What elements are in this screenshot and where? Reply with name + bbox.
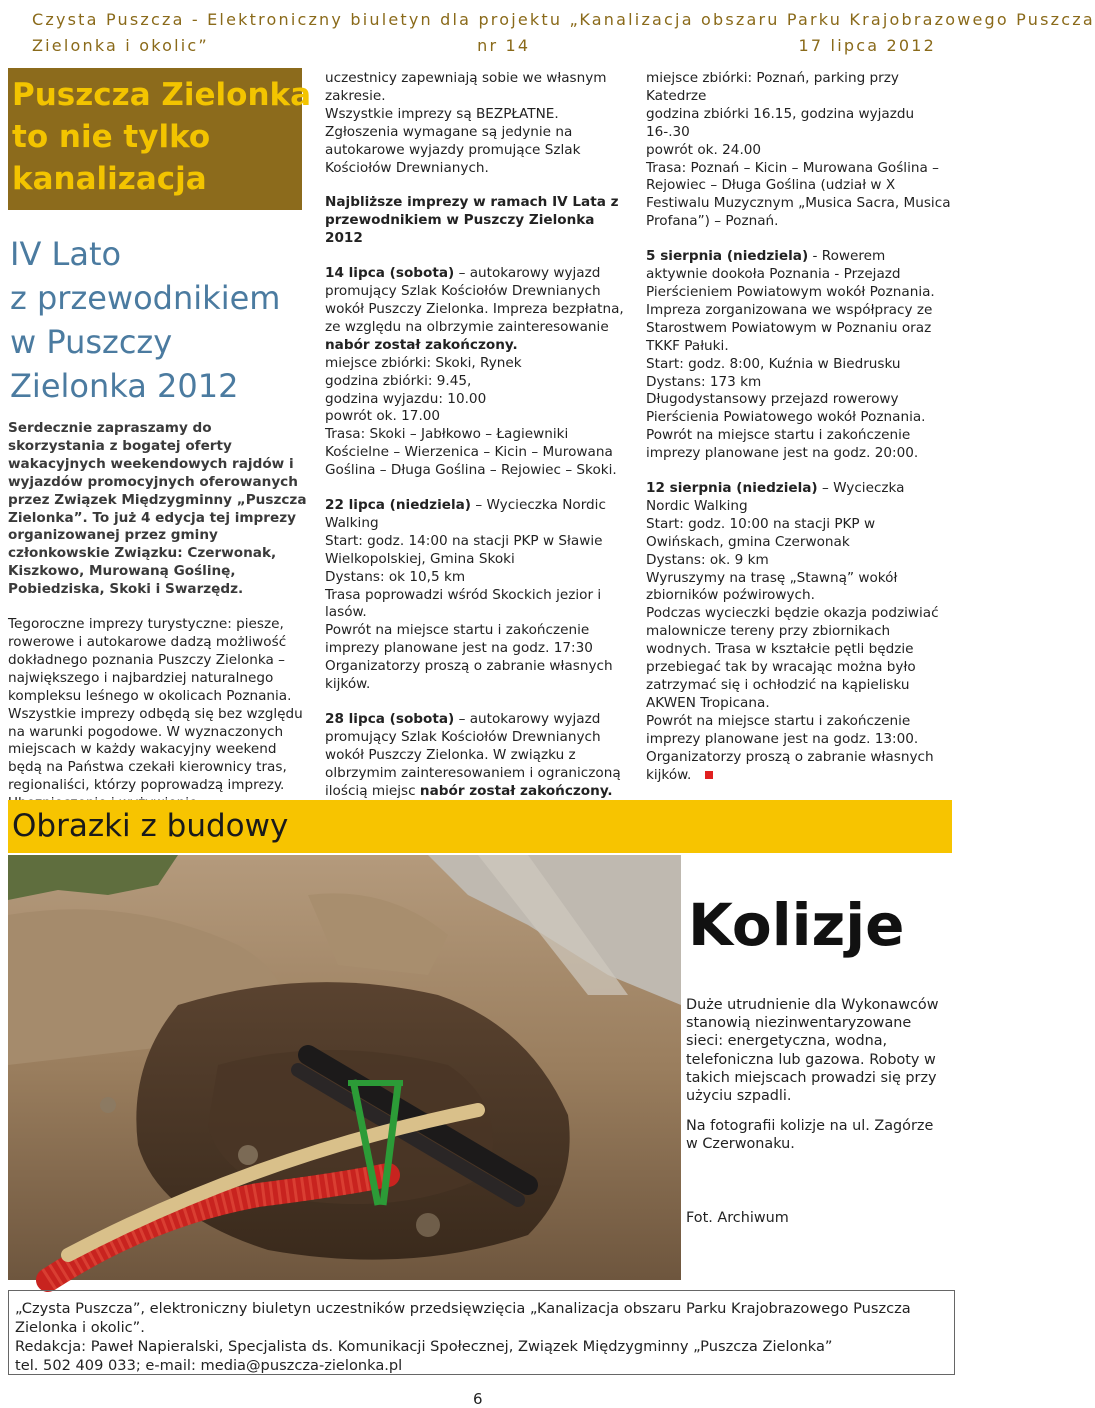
events-heading: Najbliższe imprezy w ramach IV Lata z przewodnikiem w Puszczy Zielonka 2012 — [325, 194, 619, 247]
event-text: – autokarowy wyjazd promujący Szlak Kościołów Drewnianych wokół Puszczy Zielonka. W związku z olbrzymim zainteresowaniem i ograniczoną ilością miejsc — [325, 711, 621, 799]
end-of-article-mark — [705, 771, 713, 779]
event-closed-note: nabór został zakończony. — [325, 336, 518, 353]
event-detail: Organizatorzy proszą o zabranie własnych kijków. — [325, 658, 613, 693]
event-date: 22 lipca (niedziela) — [325, 497, 472, 514]
body-paragraph: Wszystkie imprezy są BEZPŁATNE. Zgłoszenia wymagane są jedynie na autokarowe wyjazdy promujące Szlak Kościołów Drewnianych. — [325, 105, 581, 176]
event-detail: Trasa poprowadzi wśród Skockich jezior i lasów. — [325, 586, 602, 621]
event-detail: powrót ok. 17.00 — [325, 408, 441, 425]
header-project-tail: Zielonka i okolic” — [32, 36, 209, 55]
event-detail-text: Organizatorzy proszą o zabranie własnych kijków. — [646, 748, 934, 783]
headline-line: z przewodnikiem — [10, 279, 281, 317]
headline-line: w Puszczy — [10, 323, 173, 361]
event-date: 5 sierpnia (niedziela) — [646, 248, 809, 265]
body-paragraph: Tegoroczne imprezy turystyczne: piesze, rowerowe i autokarowe dadzą możliwość dokładnego poznania Puszczy Zielonka – największego i najbardziej naturalnego kompleksu leśnego w okolicach Poznania. Wszystkie imprezy odbędą się bez względu na warunki pogodowe. W wyznaczonych miejscach w każdy wakacyjny weekend będą na Państwa czekałi kierownicy tras, regionaliści, którzy poprowadzą imprezy. — [8, 616, 303, 794]
event-date: 14 lipca (sobota) — [325, 265, 455, 282]
event-text: – Wycieczka Nordic Walking — [325, 497, 606, 531]
event-date: 28 lipca (sobota) — [325, 711, 455, 727]
article-headline — [10, 232, 310, 408]
body-paragraph: uczestnicy zapewniają sobie we własnym zakresie. — [325, 70, 607, 104]
photo-credit: Fot. Archiwum — [686, 1210, 789, 1226]
event-12-august — [646, 480, 951, 516]
event-detail: godzina zbiórki 16.15, godzina wyjazdu 16-.30 — [646, 105, 915, 140]
event-22-july — [325, 497, 630, 533]
lead-line: Puszcza Zielonka — [12, 77, 312, 113]
photo-caption: Na fotografii kolizje na ul. Zagórze w Czerwonaku. — [686, 1118, 934, 1153]
intro-text: Serdecznie zapraszamy do skorzystania z bogatej oferty wakacyjnych weekendowych rajdów i wyjazdów promocyjnych oferowanych przez Związek Międzygminny „Puszcza Zielonka”. — [8, 420, 307, 526]
intro-bold-text: To już 4 edycja tej imprezy organizowanej przez gminy członkowskie Związku: Czerwonak, Kiszkowo, Murowaną Goślinę, Pobiedziska, Skoki i Swarzędz. — [8, 509, 296, 598]
event-date: 12 sierpnia (niedziela) — [646, 480, 818, 497]
issue-number: nr 14 — [477, 36, 531, 55]
lead-headline-box — [8, 68, 312, 210]
newsletter-header-subline — [32, 36, 936, 55]
event-5-august — [646, 248, 951, 355]
construction-photo — [8, 855, 681, 1280]
article-column-3 — [646, 70, 951, 784]
event-28-july — [325, 711, 630, 801]
event-detail: Trasa: Poznań – Kicin – Murowana Goślina – Rejowiec – Długa Goślina (udział w X Festiwalu Muzycznym „Musica Sacra, Musica Profana”) – Poznań. — [646, 159, 951, 230]
event-detail — [646, 749, 951, 785]
event-detail: powrót ok. 24.00 — [646, 141, 762, 158]
event-text: - Rowerem aktywnie dookoła Poznania - Przejazd Pierścieniem Powiatowym wokół Poznania. Impreza zorganizowana we współpracy ze Starostwem Powiatowym w Poznaniu oraz TKKF Pałuki. — [646, 248, 935, 354]
headline-line: Zielonka 2012 — [10, 367, 239, 405]
newsletter-header-line: Czysta Puszcza - Elektroniczny biuletyn dla projektu „Kanalizacja obszaru Parku Krajobrazowego Puszcza — [32, 10, 1095, 29]
event-detail: Dystans: 173 km — [646, 373, 762, 390]
event-detail: Powrót na miejsce startu i zakończenie imprezy planowane jest na godz. 17:30 — [325, 622, 593, 657]
event-text: – Wycieczka Nordic Walking — [646, 480, 905, 514]
event-detail: godzina wyjazdu: 10.00 — [325, 390, 487, 407]
event-detail: Dystans: ok. 9 km — [646, 551, 769, 568]
event-detail: Wyruszymy na trasę „Stawną” wokół zbiorników poźwirowych. — [646, 569, 898, 604]
event-detail: Podczas wycieczki będzie okazja podziwiać malownicze tereny przy zbiornikach wodnych. Trasa w kształcie pętli będzie przebiegać tak by wracając można było zatrzymać się i ochłodzić na kąpielisku AKWEN Tropicana. — [646, 605, 939, 711]
event-detail: Trasa: Skoki – Jabłkowo – Łagiewniki Kościelne – Wierzenica – Kicin – Murowana Goślina – Długa Goślina – Rejowiec – Skoki. — [325, 426, 617, 479]
issue-date: 17 lipca 2012 — [798, 36, 936, 55]
kolizje-heading: Kolizje — [688, 891, 905, 959]
event-detail: Długodystansowy przejazd rowerowy Pierścienia Powiatowego wokół Poznania. — [646, 391, 926, 426]
headline-line: IV Lato — [10, 235, 122, 273]
event-detail: Start: godz. 10:00 na stacji PKP w Owińskach, gmina Czerwonak — [646, 515, 876, 550]
event-detail: miejsce zbiórki: Skoki, Rynek — [325, 354, 522, 371]
kolizje-text-block — [686, 996, 948, 1154]
intro-paragraph — [8, 420, 308, 599]
event-detail: Start: godz. 14:00 na stacji PKP w Sławie Wielkopolskiej, Gmina Skoki — [325, 532, 603, 567]
event-detail: godzina zbiórki: 9.45, — [325, 372, 472, 389]
event-detail: miejsce zbiórki: Poznań, parking przy Katedrze — [646, 70, 899, 104]
colophon-contact: tel. 502 409 033; e-mail: media@puszcza-zielonka.pl — [15, 1357, 403, 1374]
lead-line: to nie tylko — [12, 119, 211, 155]
section-title-bar: Obrazki z budowy — [8, 800, 952, 853]
event-detail: Powrót na miejsce startu i zakończenie imprezy planowane jest na godz. 13:00. — [646, 712, 919, 747]
colophon-line: Redakcja: Paweł Napieralski, Specjalista ds. Komunikacji Społecznej, Związek Międzygminny „Puszcza Zielonka” — [15, 1338, 833, 1355]
event-text: – autokarowy wyjazd promujący Szlak Kościołów Drewnianych wokół Puszczy Zielonka. Impreza bezpłatna, ze względu na olbrzymie zainteresowanie — [325, 265, 624, 335]
colophon-line: „Czysta Puszcza”, elektroniczny biuletyn uczestników przedsięwzięcia „Kanalizacja obszaru Parku Krajobrazowego Puszcza Zielonka i okolic”. — [15, 1300, 911, 1336]
page-number: 6 — [473, 1390, 483, 1408]
event-detail: Powrót na miejsce startu i zakończenie imprezy planowane jest na godz. 20:00. — [646, 427, 919, 462]
article-column-2 — [325, 70, 630, 801]
event-14-july — [325, 265, 630, 355]
event-detail: Start: godz. 8:00, Kuźnia w Biedrusku — [646, 355, 901, 372]
lead-line: kanalizacja — [12, 161, 207, 197]
event-detail: Dystans: ok 10,5 km — [325, 568, 466, 585]
kolizje-paragraph: Duże utrudnienie dla Wykonawców stanowią niezinwentaryzowane sieci: energetyczna, wodna, telefoniczna lub gazowa. Roboty w takich miejscach prowadzi się przy użyciu szpadli. — [686, 997, 939, 1105]
article-column-1 — [8, 420, 308, 813]
event-closed-note: nabór został zakończony. — [419, 782, 613, 799]
colophon-box — [8, 1290, 955, 1375]
